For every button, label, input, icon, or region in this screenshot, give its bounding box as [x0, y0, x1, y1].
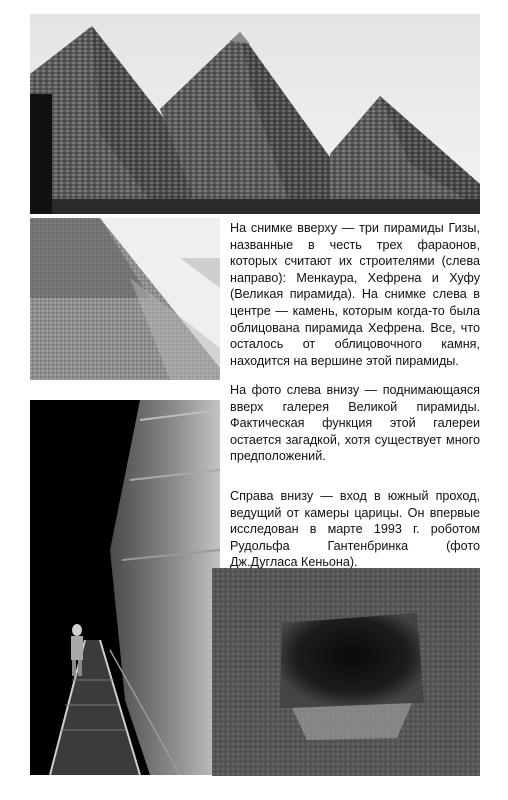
caption-southern-shaft: Справа внизу — вход в южный проход, ведущий от камеры царицы. Он впервые исследован в марте 1993 г. роботом Рудольфа Гантенбринка (фото Дж.Дугласа Кеньона).: [230, 489, 480, 570]
caption-grand-gallery: На фото слева внизу — поднимающаяся вверх галерея Великой пирамиды. Фактическая функция этой галереи остается загадкой, хотя существует много предположений.: [230, 383, 480, 464]
southern-shaft-photo: [212, 568, 480, 776]
grand-gallery-photo: [30, 400, 220, 775]
caption-pyramids: На снимке вверху — три пирамиды Гизы, названные в честь трех фараонов, которых считают их строителями (слева направо): Менкаура, Хефрена и Хуфу (Великая пирамида). На снимке слева в центре — камень, которым когда-то была облицована пирамида Хефрена. Все, что осталось от облицовочного камня, находится на вершине этой пирамиды.: [230, 221, 480, 368]
casing-stone-photo: [30, 218, 220, 380]
giza-pyramids-photo: [30, 14, 480, 214]
